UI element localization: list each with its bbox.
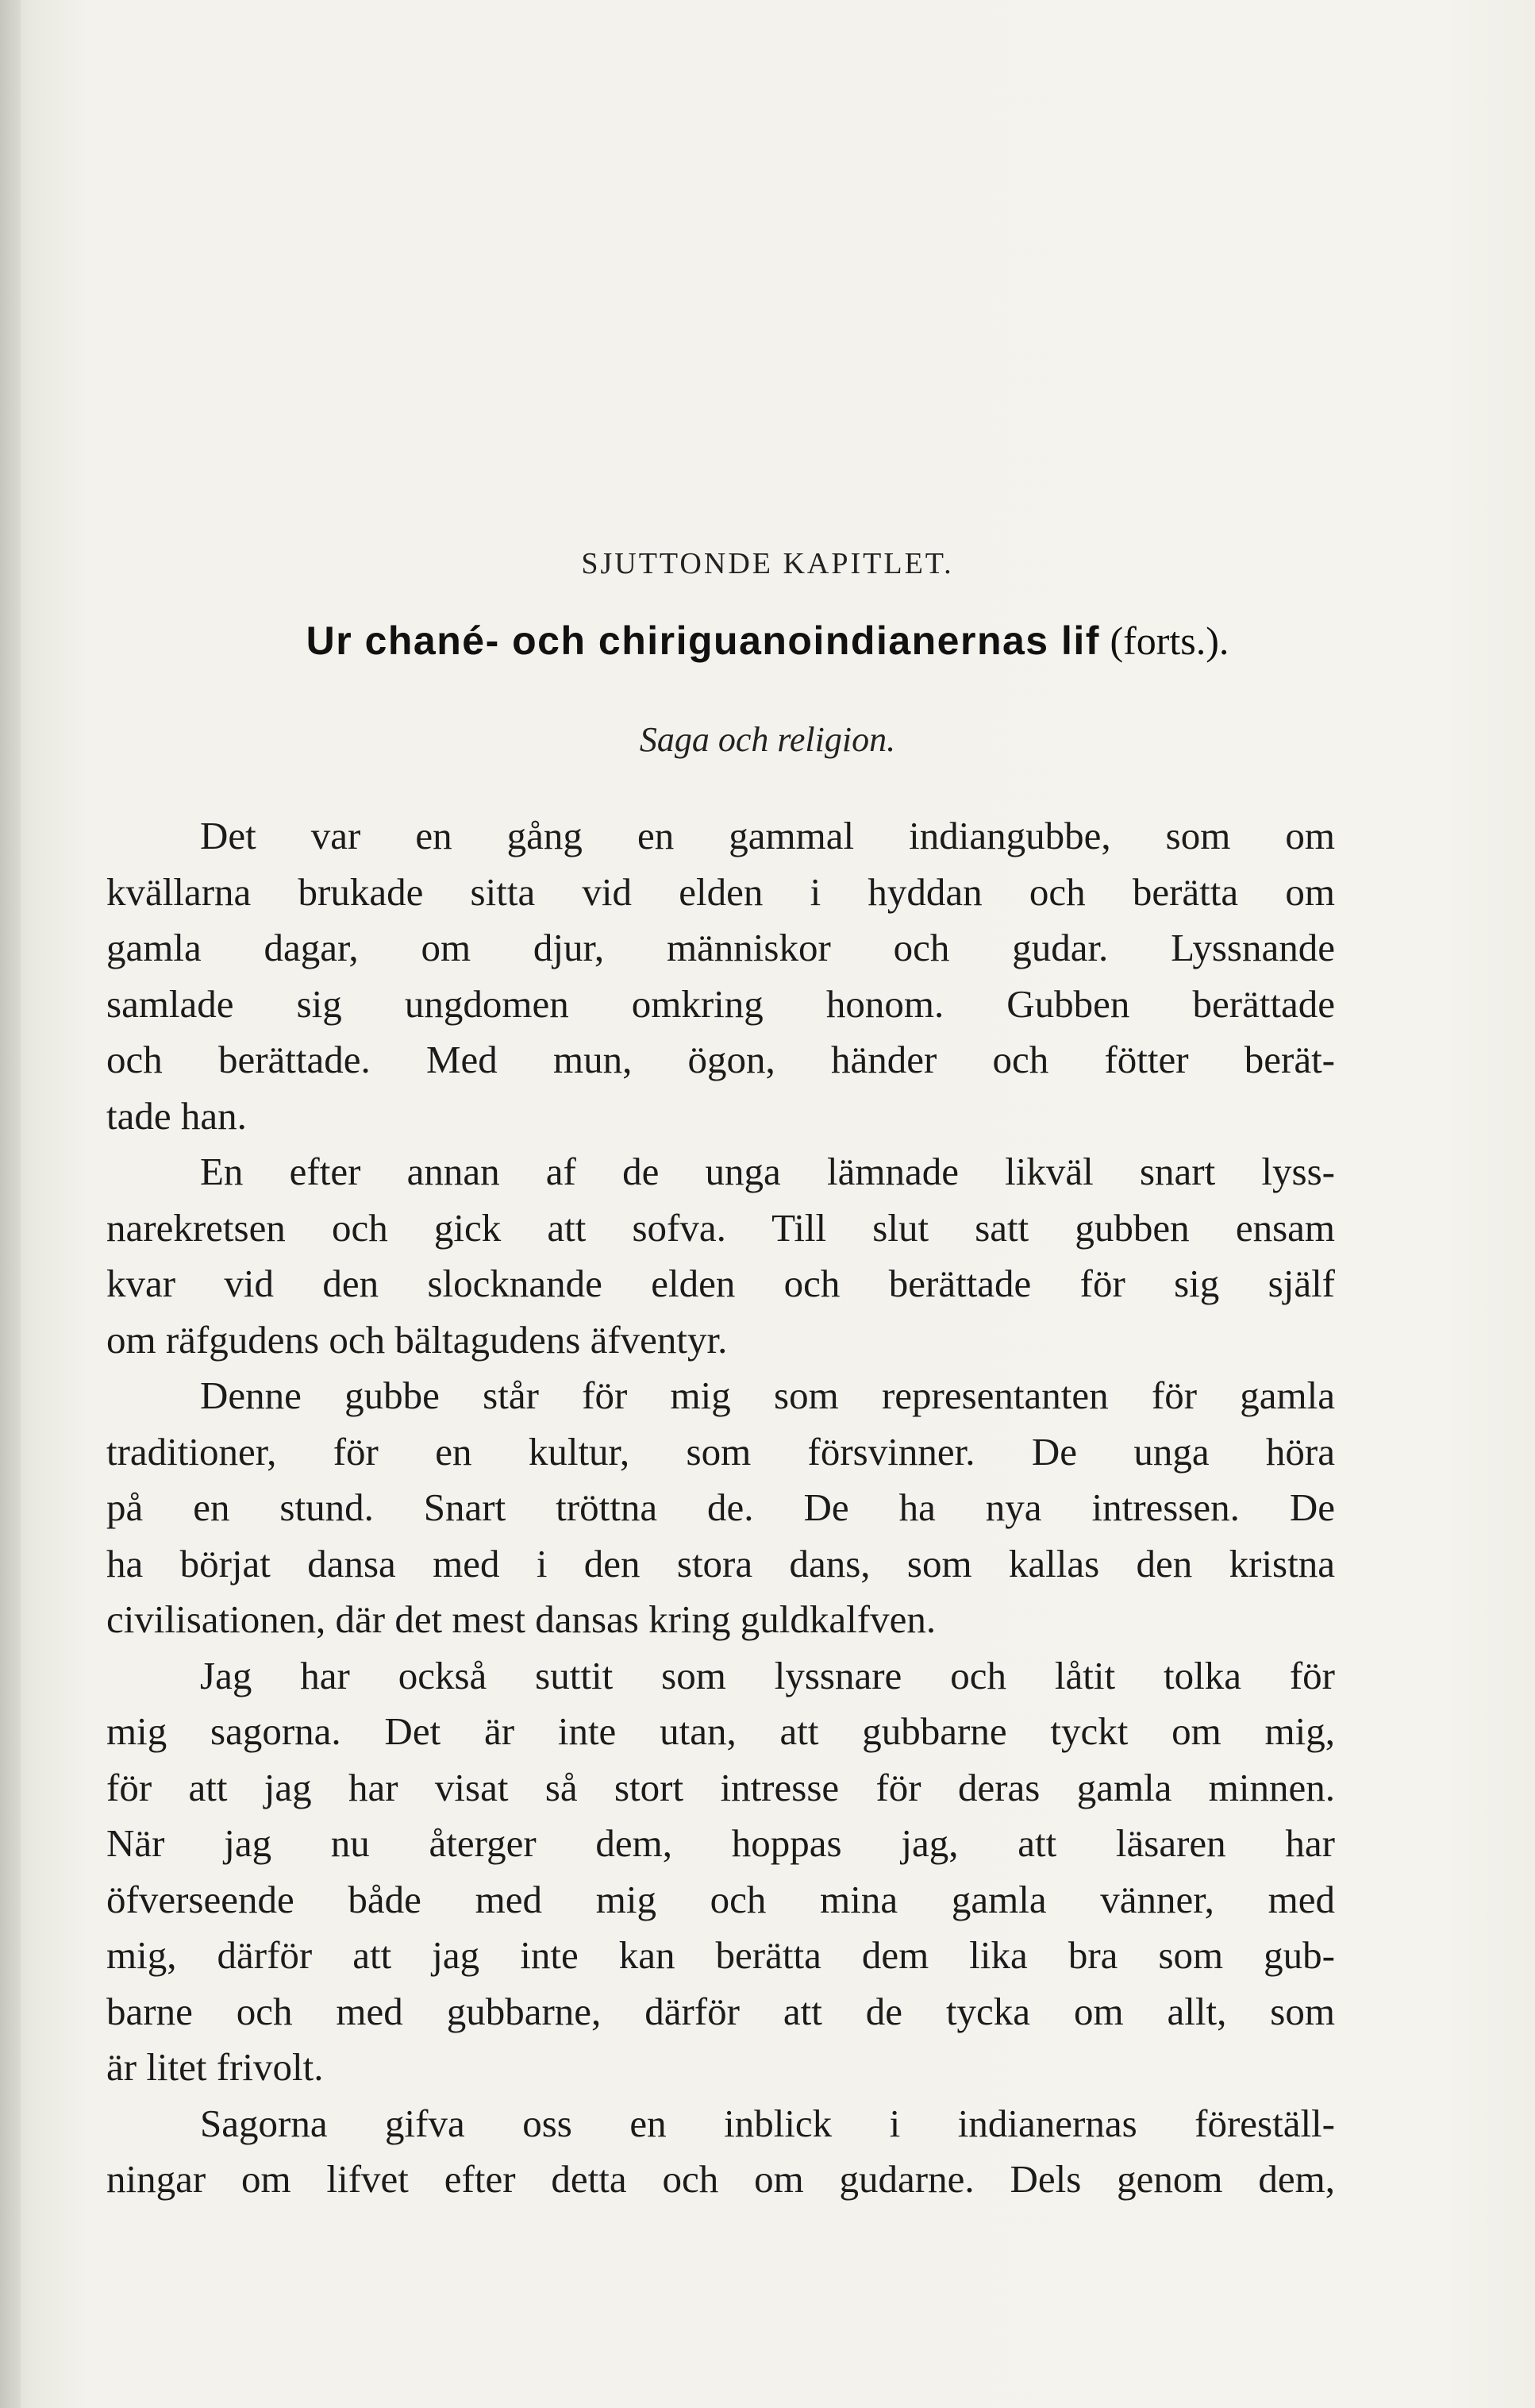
text-line: Denne gubbe står för mig som representanten för gamla: [200, 1374, 1335, 1417]
text-line: kvar vid den slocknande elden och berättade för sig själf: [106, 1262, 1335, 1305]
chapter-title-main: Ur chané- och chiriguanoindianernas lif: [306, 618, 1100, 663]
text-line: Det var en gång en gammal indiangubbe, som om: [200, 814, 1335, 857]
text-line: mig, därför att jag inte kan berätta dem lika bra som gub-: [106, 1933, 1335, 1977]
text-line: narekretsen och gick att sofva. Till slut satt gubben ensam: [106, 1205, 1335, 1250]
text-line: ningar om lifvet efter detta och om gudarne. Dels genom dem,: [106, 2157, 1335, 2201]
chapter-title-continued: (forts.).: [1110, 618, 1229, 663]
text-line: tade han.: [106, 1093, 247, 1138]
chapter-title: [0, 618, 1535, 664]
text-line: traditioner, för en kultur, som försvinner. De unga höra: [106, 1429, 1335, 1474]
section-subtitle: Saga och religion.: [639, 720, 896, 759]
text-line: kvällarna brukade sitta vid elden i hyddan och berätta om: [106, 869, 1335, 914]
text-line: En efter annan af de unga lämnade likväl snart lyss-: [200, 1150, 1335, 1193]
text-line: ha börjat dansa med i den stora dans, som kallas den kristna: [106, 1541, 1335, 1585]
text-line: Sagorna gifva oss en inblick i indianernas föreställ-: [200, 2101, 1335, 2145]
text-line: barne och med gubbarne, därför att de tycka om allt, som: [106, 1989, 1335, 2033]
text-line: mig sagorna. Det är inte utan, att gubbarne tyckt om mig,: [106, 1709, 1335, 1753]
text-line: på en stund. Snart tröttna de. De ha nya intressen. De: [106, 1485, 1335, 1529]
text-line: Jag har också suttit som lyssnare och låtit tolka för: [200, 1653, 1335, 1697]
text-line: gamla dagar, om djur, människor och gudar. Lyssnande: [106, 926, 1335, 969]
page-edge-shadow: [0, 0, 21, 2408]
text-line: öfverseende både med mig och mina gamla vänner, med: [106, 1877, 1335, 1921]
text-line: samlade sig ungdomen omkring honom. Gubben berättade: [106, 981, 1335, 1026]
chapter-heading: SJUTTONDE KAPITLET.: [581, 547, 954, 580]
text-line: och berättade. Med mun, ögon, händer och fötter berät-: [106, 1038, 1335, 1081]
text-line: är litet frivolt.: [106, 2045, 324, 2089]
text-line: för att jag har visat så stort intresse för deras gamla minnen.: [106, 1765, 1335, 1809]
body-text: [106, 808, 1335, 2208]
text-line: om räfgudens och bältagudens äfventyr.: [106, 1317, 728, 1362]
text-line: civilisationen, där det mest dansas kring guldkalfven.: [106, 1597, 937, 1641]
text-line: När jag nu återger dem, hoppas jag, att läsaren har: [106, 1821, 1335, 1865]
